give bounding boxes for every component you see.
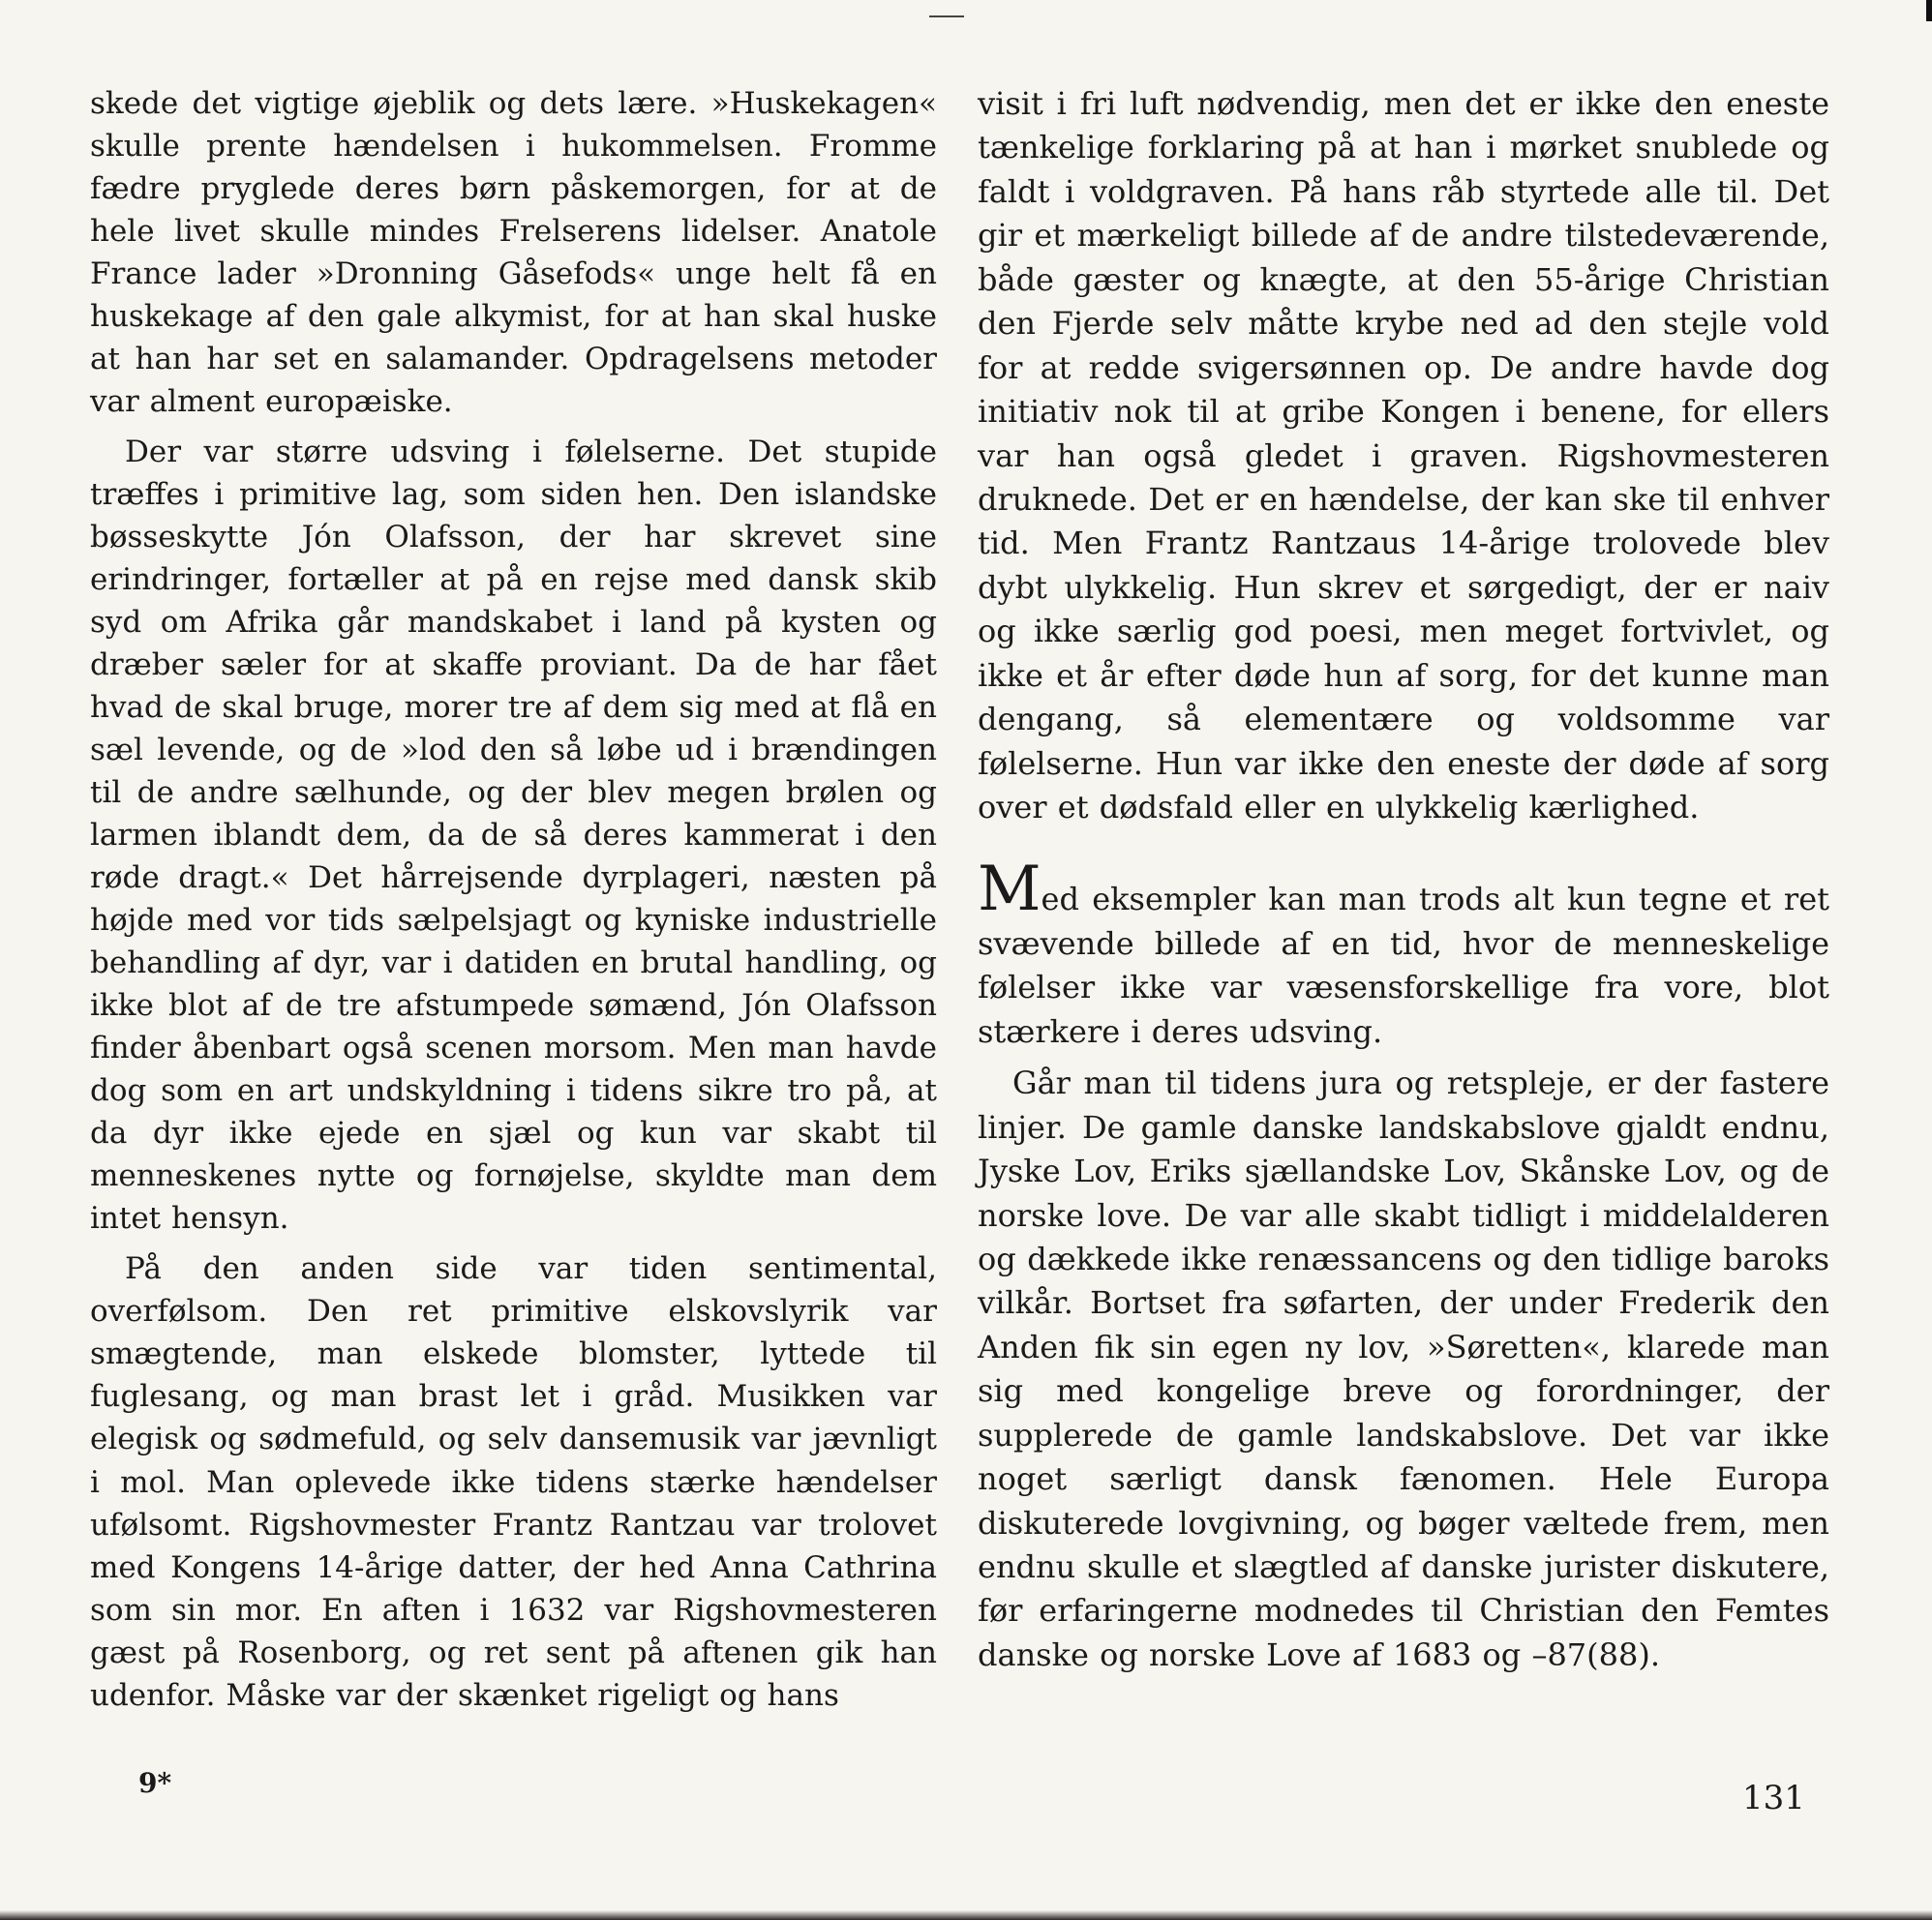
drop-cap: M xyxy=(978,854,1041,926)
top-rule xyxy=(929,15,964,17)
signature-mark: 9* xyxy=(138,1767,172,1799)
section-opening-paragraph xyxy=(978,854,1829,1054)
paragraph: På den anden side var tiden sentimental, overfølsom. Den ret primitive elskovslyrik var smægtende, man elskede blomster, lyttede til fuglesang, og man brast let i gråd. Musikken var elegisk og sødmefuld, og selv dansemusik var jævnligt i mol. Man oplevede ikke tidens stærke hændelser ufølsomt. Rigshovmester Frantz Rantzau var trolovet med Kongens 14-årige datter, der hed Anna Cathrina som sin mor. En aften i 1632 var Rigshovmesteren gæst på Rosenborg, og ret sent på aftenen gik han udenfor. Måske var der skænket rigeligt og hans xyxy=(90,1251,937,1713)
paragraph: Går man til tidens jura og retspleje, er der fastere linjer. De gamle danske landskabslove gjaldt endnu, Jyske Lov, Eriks sjællandske Lov, Skånske Lov, og de norske love. De var alle skabt tidligt i middelalderen og dækkede ikke renæssancens og den tidlige baroks vilkår. Bortset fra søfarten, der under Frederik den Anden fik sin egen ny lov, »Søretten«, klarede man sig med kongelige breve og forordninger, der supplerede de gamle landskabslove. Det var ikke noget særligt dansk fænomen. Hele Europa diskuterede lovgivning, og bøger væltede frem, men endnu skulle et slægtled af danske jurister diskutere, før erfaringerne modnedes til Christian den Femtes danske og norske Love af 1683 og –87(88). xyxy=(978,1065,1829,1673)
paragraph: Der var større udsving i følelserne. Det stupide træffes i primitive lag, som siden hen. Den islandske bøsseskytte Jón Olafsson, der har skrevet sine erindringer, fortæller at på en rejse med dansk skib syd om Afrika går mandskabet i land på kysten og dræber sæler for at skaffe proviant. Da de har fået hvad de skal bruge, morer tre af dem sig med at flå en sæl levende, og de »lod den så løbe ud i brændingen til de andre sælhunde, og der blev megen brølen og larmen iblandt dem, da de så deres kammerat i den røde dragt.« Det hårrejsende dyrplageri, næsten på højde med vor tids sælpelsjagt og kyniske industrielle behandling af dyr, var i datiden en brutal handling, og ikke blot af de tre afstumpede sømænd, Jón Olafsson finder åbenbart også scenen morsom. Men man havde dog som en art undskyldning i tidens sikre tro på, at da dyr ikke ejede en sjæl og kun var skabt til menneskenes nytte og fornøjelse, skyldte man dem intet hensyn. xyxy=(90,435,937,1237)
bottom-shadow xyxy=(0,1910,1932,1920)
paragraph: skede det vigtige øjeblik og dets lære. »Huskekagen« skulle prente hændelsen i hukommelsen. Fromme fædre pryglede deres børn påskemorgen, for at de hele livet skulle mindes Frelserens lidelser. Anatole France lader »Dronning Gåsefods« unge helt få en huskekage af den gale alkymist, for at han skal huske at han har set en salamander. Opdragelsens metoder var alment europæiske. xyxy=(90,86,937,420)
left-column xyxy=(90,82,937,1717)
section-break xyxy=(978,829,1829,870)
paragraph: visit i fri luft nødvendig, men det er ikke den eneste tænkelige forklaring på at han i mørket snublede og faldt i voldgraven. På hans råb styrtede alle til. Det gir et mærkeligt billede af de andre tilstedeværende, både gæster og knægte, at den 55-årige Christian den Fjerde selv måtte krybe ned ad den stejle vold for at redde svigersønnen op. De andre havde dog initiativ nok til at gribe Kongen i benene, for ellers var han også gledet i graven. Rigshovmesteren druknede. Det er en hændelse, der kan ske til enhver tid. Men Frantz Rantzaus 14-årige trolovede blev dybt ulykkelig. Hun skrev et sørgedigt, der er naiv og ikke særlig god poesi, men meget fortvivlet, og ikke et år efter døde hun af sorg, for det kunne man dengang, så elementære og voldsomme var følelserne. Hun var ikke den eneste der døde af sorg over et dødsfald eller en ulykkelig kærlighed. xyxy=(978,85,1829,825)
page-number: 131 xyxy=(1742,1779,1805,1817)
section-opening-text: ed eksempler kan man trods alt kun tegne et ret svævende billede af en tid, hvor de menneskelige følelser ikke var væsensforskellige fra vore, blot stærkere i deres udsving. xyxy=(978,881,1829,1050)
right-column xyxy=(978,82,1829,1677)
edge-mark xyxy=(1926,0,1932,21)
